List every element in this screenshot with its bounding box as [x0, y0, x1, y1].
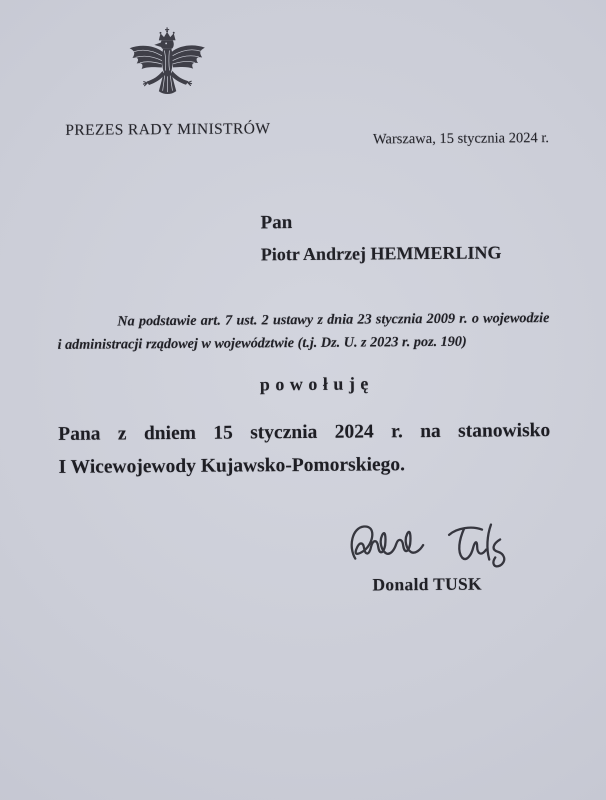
appointment-body — [58, 420, 551, 490]
polish-eagle-emblem-icon — [125, 27, 210, 120]
addressee-name: Piotr Andrzej HEMMERLING — [260, 242, 502, 265]
office-title: PREZES RADY MINISTRÓW — [65, 120, 271, 139]
performative-word: powołuję — [259, 373, 374, 395]
legal-basis-line-2: i administracji rządowej w województwie (t.j. Dz. U. z 2023 r. poz. 190) — [57, 333, 467, 353]
appointment-body-line-2: I Wicewojewody Kujawsko-Pomorskiego. — [58, 454, 406, 478]
legal-basis-line-1: Na podstawie art. 7 ust. 2 ustawy z dnia 23 stycznia 2009 r. o wojewodzie — [117, 310, 550, 330]
dateline: Warszawa, 15 stycznia 2024 r. — [372, 130, 550, 148]
eagle-eye — [165, 43, 167, 45]
signatory-printed-name: Donald TUSK — [372, 573, 483, 595]
appointment-body-line-1: Pana z dniem 15 stycznia 2024 r. na stanowisko — [58, 420, 551, 445]
handwritten-signature — [345, 513, 541, 575]
legal-basis-paragraph — [57, 310, 549, 360]
addressee-salutation: Pan — [260, 212, 293, 234]
